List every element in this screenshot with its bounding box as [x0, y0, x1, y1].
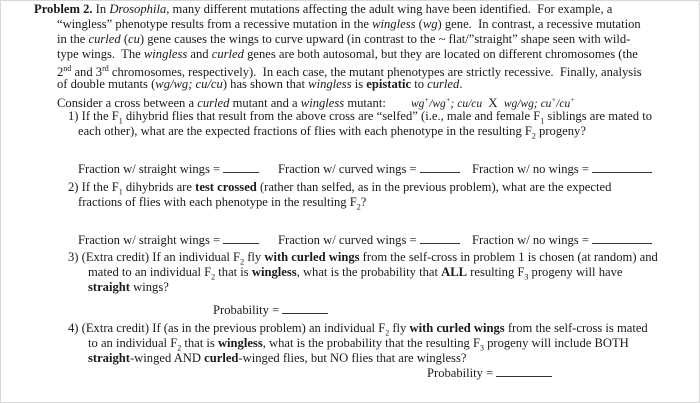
intro-line-5: 2nd and 3rd chromosomes, respectively). In each case, the mutant phenotypes are strictly recessive. Finally, analysis: [57, 64, 642, 80]
answer-blank[interactable]: [282, 304, 328, 314]
question-2-line-2: fractions of flies with each phenotype in the resulting $F_2$?: [78, 195, 367, 212]
question-4-line-3: straight-winged AND curled-winged flies, but NO flies that are wingless?: [88, 351, 467, 365]
intro-line-4: type wings. The wingless and curled genes are both autosomal, but they are located on different chromosomes (the: [57, 47, 638, 61]
question-1-line-1: 1) If the $F_1$ dihybrid flies that result from the above cross are “selfed” (i.e., male and female $F_1$ siblings are mated to: [68, 109, 652, 126]
question-3-answer: Probability =: [213, 303, 328, 318]
question-3-line-2: mated to an individual $F_2$ that is wingless, what is the probability that ALL resulting $F_3$ progeny will have: [88, 265, 623, 282]
question-2-line-1: 2) If the $F_1$ dihybrids are test crossed (rather than selfed, as in the previous problem), what are the expected: [68, 180, 612, 197]
intro-line-2: “wingless” phenotype results from a recessive mutation in the wingless (wg) gene. In contrast, a recessive mutation: [57, 17, 641, 31]
problem-label: Problem 2.: [34, 2, 93, 16]
answer-blank[interactable]: [223, 234, 259, 244]
intro-line-1: Problem 2. In Drosophila, many different mutations affecting the adult wing have been identified. For example, a: [34, 2, 613, 16]
answer-blank[interactable]: [496, 367, 552, 377]
intro-line-3: in the curled (cu) gene causes the wings to curve upward (in contrast to the ~ flat/”straight” shape seen with wild-: [57, 32, 631, 46]
answer-blank[interactable]: [420, 163, 460, 173]
answer-blank[interactable]: [592, 234, 652, 244]
question-4-answer: Probability =: [427, 366, 552, 381]
answer-blank[interactable]: [223, 163, 259, 173]
question-1-answer-none: Fraction w/ no wings =: [472, 162, 652, 177]
question-1-answer-straight: Fraction w/ straight wings =: [78, 162, 259, 177]
question-1-line-2: each other), what are the expected fractions of flies with each phenotype in the resulting $F_2$ progeny?: [78, 124, 586, 141]
answer-blank[interactable]: [420, 234, 460, 244]
question-1-answer-curved: Fraction w/ curved wings =: [278, 162, 460, 177]
question-4-line-1: 4) (Extra credit) If (as in the previous problem) an individual $F_2$ fly with curled wings from the self-cross is mated: [68, 321, 648, 338]
question-2-answer-curved: Fraction w/ curved wings =: [278, 233, 460, 248]
question-2-answer-straight: Fraction w/ straight wings =: [78, 233, 259, 248]
question-3-line-1: 3) (Extra credit) If an individual $F_2$ fly with curled wings from the self-cross in problem 1 is chosen (at random) and: [68, 250, 658, 267]
question-2-answer-none: Fraction w/ no wings =: [472, 233, 652, 248]
cross-line: Consider a cross between a curled mutant and a wingless mutant: wg+/wg+; cu/cu X wg/wg; cu+/cu+: [57, 95, 575, 110]
question-3-line-3: straight wings?: [88, 280, 169, 294]
answer-blank[interactable]: [592, 163, 652, 173]
intro-line-6: of double mutants (wg/wg; cu/cu) has shown that wingless is epistatic to curled.: [57, 77, 463, 91]
question-4-line-2: to an individual $F_2$ that is wingless, what is the probability that the resulting $F_3$ progeny will include BOTH: [88, 336, 629, 353]
